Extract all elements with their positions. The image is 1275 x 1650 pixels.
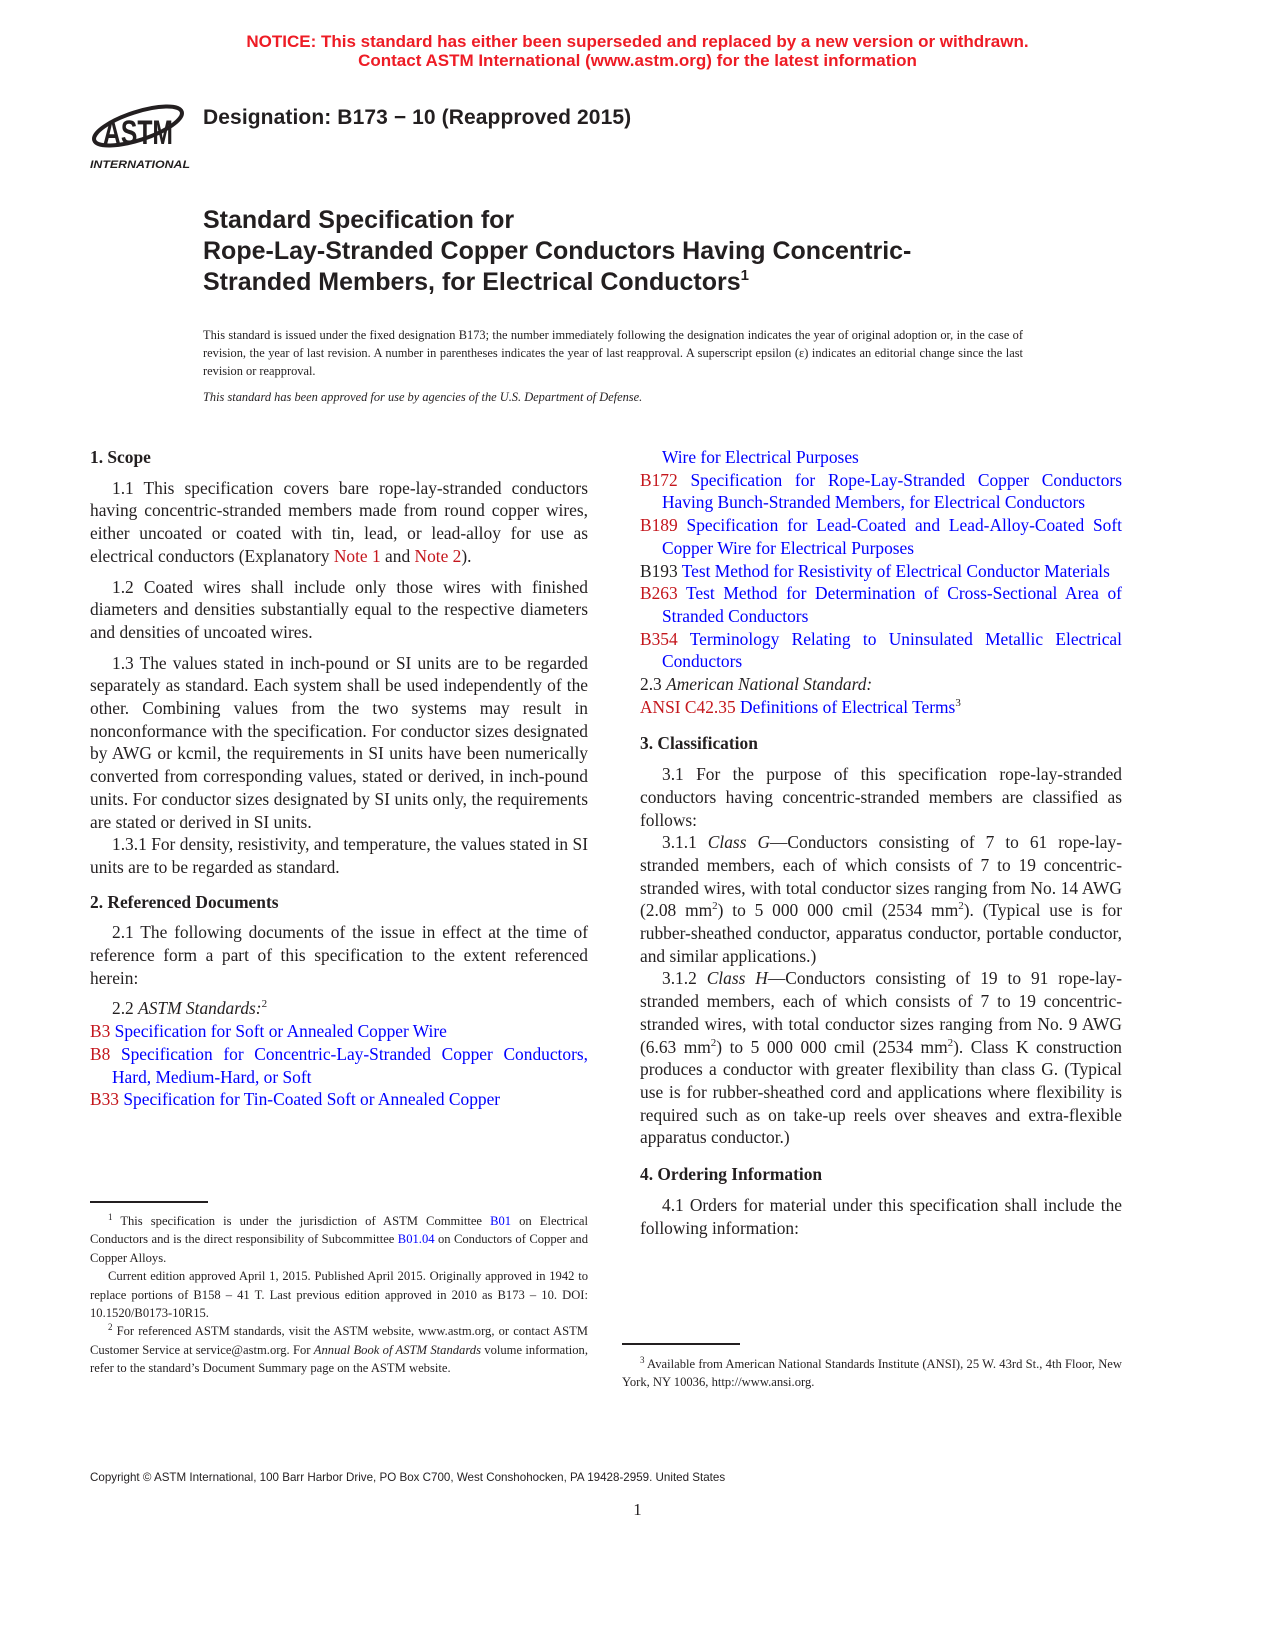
reference-b354[interactable]: B354 Terminology Relating to Uninsulated Metallic Electrical Conductors xyxy=(640,628,1122,672)
paragraph-2-2: 2.2 ASTM Standards:$^2$ xyxy=(112,998,268,1019)
committee-b01-link[interactable]: B01 xyxy=(490,1214,512,1228)
footnotes-right xyxy=(622,1355,1122,1392)
notice-line-1: NOTICE: This standard has either been superseded and replaced by a new version or withdrawn. xyxy=(246,32,1029,51)
designation: Designation: B173 − 10 (Reapproved 2015) xyxy=(203,106,632,129)
reference-b33[interactable]: B33 Specification for Tin-Coated Soft or Annealed Copper xyxy=(90,1089,501,1110)
logo-letters: ASTM xyxy=(103,114,173,152)
reference-b3[interactable]: B3 Specification for Soft or Annealed Copper Wire xyxy=(90,1021,447,1042)
superseded-notice xyxy=(0,32,1275,70)
footnote-divider-right xyxy=(622,1343,740,1345)
section-heading-classification: 3. Classification xyxy=(640,733,758,754)
title-line-2: Rope-Lay-Stranded Copper Conductors Having Concentric- xyxy=(203,237,912,265)
paragraph-2-3: 2.3 American National Standard: xyxy=(640,674,873,695)
document-title xyxy=(203,205,1083,298)
paragraph-1-3: 1.3 The values stated in inch-pound or SI units are to be regarded separately as standard. Each system shall be used independently of the other. Combining values from the two systems may result in nonconformance with the specification. For conductor sizes designated by AWG or kcmil, the requirements in SI units have been numerically converted from corresponding values, stated or derived, in inch-pound units. For conductor sizes designated by SI units only, the requirements are stated or derived in SI units. xyxy=(90,652,588,832)
footnote-1-edition: Current edition approved April 1, 2015. Published April 2015. Originally approved in 1942 to replace portions of B158 – 41 T. Last previous edition approved in 2010 as B173 – 10. DOI: 10.1520/B0173-10R15. xyxy=(90,1269,588,1321)
footnotes-left xyxy=(90,1212,588,1378)
title-line-1: Standard Specification for xyxy=(203,206,515,234)
paragraph-3-1: 3.1 For the purpose of this specification rope-lay-stranded conductors having concentric-stranded members are classified as follows: xyxy=(640,764,1122,830)
paragraph-2-1: 2.1 The following documents of the issue in effect at the time of reference form a part of this specification to the extent referenced herein: xyxy=(90,922,588,988)
note-2-link[interactable]: Note 2 xyxy=(414,545,462,566)
section-heading-scope: 1. Scope xyxy=(90,447,151,467)
reference-b8[interactable]: B8 Specification for Concentric-Lay-Stranded Copper Conductors, Hard, Medium-Hard, or Soft xyxy=(90,1043,588,1087)
astm-logo-icon xyxy=(88,86,200,176)
paragraph-1-1: 1.1 This specification covers bare rope-lay-stranded conductors having concentric-stranded members made from round copper wires, either uncoated or coated with tin, lead, or lead-alloy for use as electrical conductors (Explanatory Note 1 and Note 2). xyxy=(90,477,588,566)
footnote-2-mark[interactable]: 2 xyxy=(261,998,268,1011)
footnote-2: $^2$ For referenced ASTM standards, visit the ASTM website, www.astm.org, or contact ASTM Customer Service at service@astm.org. For Annual Book of ASTM Standards volume information, refer to the standard’s Document Summary page on the ASTM website. xyxy=(90,1322,588,1376)
section-heading-referenced-documents: 2. Referenced Documents xyxy=(90,891,279,912)
reference-b33-continued[interactable]: Wire for Electrical Purposes xyxy=(662,447,859,467)
reference-b193[interactable]: B193 Test Method for Resistivity of Electrical Conductor Materials xyxy=(640,560,1110,581)
issuance-note: This standard is issued under the fixed designation B173; the number immediately following the designation indicates the year of original adoption or, in the case of revision, the year of last revision. A number in parentheses indicates the year of last reapproval. A superscript epsilon (ε) indicates an editorial change since the last revision or reapproval. xyxy=(203,328,1023,378)
left-column xyxy=(90,446,588,1111)
paragraph-1-3-1: 1.3.1 For density, resistivity, and temperature, the values stated in SI units are to be regarded as standard. xyxy=(90,834,588,877)
reference-b172[interactable]: B172 Specification for Rope-Lay-Stranded Copper Conductors Having Bunch-Stranded Members, for Electrical Conductors xyxy=(640,469,1122,513)
title-footnote-mark[interactable]: 1 xyxy=(740,267,749,284)
notice-line-2: Contact ASTM International (www.astm.org) for the latest information xyxy=(358,51,917,70)
footnote-3-mark[interactable]: 3 xyxy=(955,696,961,709)
section-heading-ordering-information: 4. Ordering Information xyxy=(640,1164,823,1185)
reference-b189[interactable]: B189 Specification for Lead-Coated and Lead-Alloy-Coated Soft Copper Wire for Electrical Purposes xyxy=(640,515,1122,558)
paragraph-4-1: 4.1 Orders for material under this specification shall include the following information: xyxy=(640,1194,1122,1238)
footnote-3: $^3$ Available from American National Standards Institute (ANSI), 25 W. 43rd St., 4th Floor, New York, NY 10036, http://www.ansi.org. xyxy=(622,1355,1122,1390)
reference-b263[interactable]: B263 Test Method for Determination of Cross-Sectional Area of Stranded Conductors xyxy=(640,583,1122,626)
subcommittee-b01-04-link[interactable]: B01.04 xyxy=(397,1232,435,1247)
title-line-3: Stranded Members, for Electrical Conductors xyxy=(203,268,741,296)
note-1-link[interactable]: Note 1 xyxy=(333,545,381,566)
reference-ansi-c42-35[interactable]: ANSI C42.35 Definitions of Electrical Terms$^3$ xyxy=(640,696,961,717)
paragraph-3-1-1: 3.1.1 Class G—Conductors consisting of 7 to 61 rope-lay-stranded members, each of which consists of 7 to 19 concentric-stranded wires, with total conductor sizes ranging from No. 14 AWG (2.08 $mm^2$) to 5 000 000 cmil (2534 $mm^2$). (Typical use is for rubber-sheathed conductor, apparatus conductor, portable conductor, and similar applications.) xyxy=(640,832,1122,966)
paragraph-1-2: 1.2 Coated wires shall include only those wires with finished diameters and densities substantially equal to the respective diameters and densities of uncoated wires. xyxy=(90,576,588,642)
logo-caption: INTERNATIONAL xyxy=(90,159,191,171)
copyright-line: Copyright © ASTM International, 100 Barr Harbor Drive, PO Box C700, West Conshohocken, PA 19428-2959. United States xyxy=(90,1471,726,1484)
right-column xyxy=(640,446,1122,1247)
page-number: 1 xyxy=(633,1500,642,1519)
footnote-1: $^1$ This specification is under the jurisdiction of ASTM Committee B01 on Electrical Conductors and is the direct responsibility of Subcommittee B01.04 on Conductors of Copper and Copper Alloys. xyxy=(90,1212,589,1265)
dod-approval-note: This standard has been approved for use by agencies of the U.S. Department of Defense. xyxy=(203,390,643,404)
footnote-divider-left xyxy=(90,1201,208,1203)
paragraph-3-1-2: 3.1.2 Class H—Conductors consisting of 19 to 91 rope-lay-stranded members, each of which consists of 7 to 19 concentric-stranded wires, with total conductor sizes ranging from No. 9 AWG (6.63 $mm^2$) to 5 000 000 cmil (2534 $mm^2$). Class K construction produces a conductor with greater flexibility than class G. (Typical use is for rubber-sheathed cord and applications where flexibility is required such as on take-up reels over sheaves and extra-flexible apparatus conductor.) xyxy=(640,968,1122,1148)
